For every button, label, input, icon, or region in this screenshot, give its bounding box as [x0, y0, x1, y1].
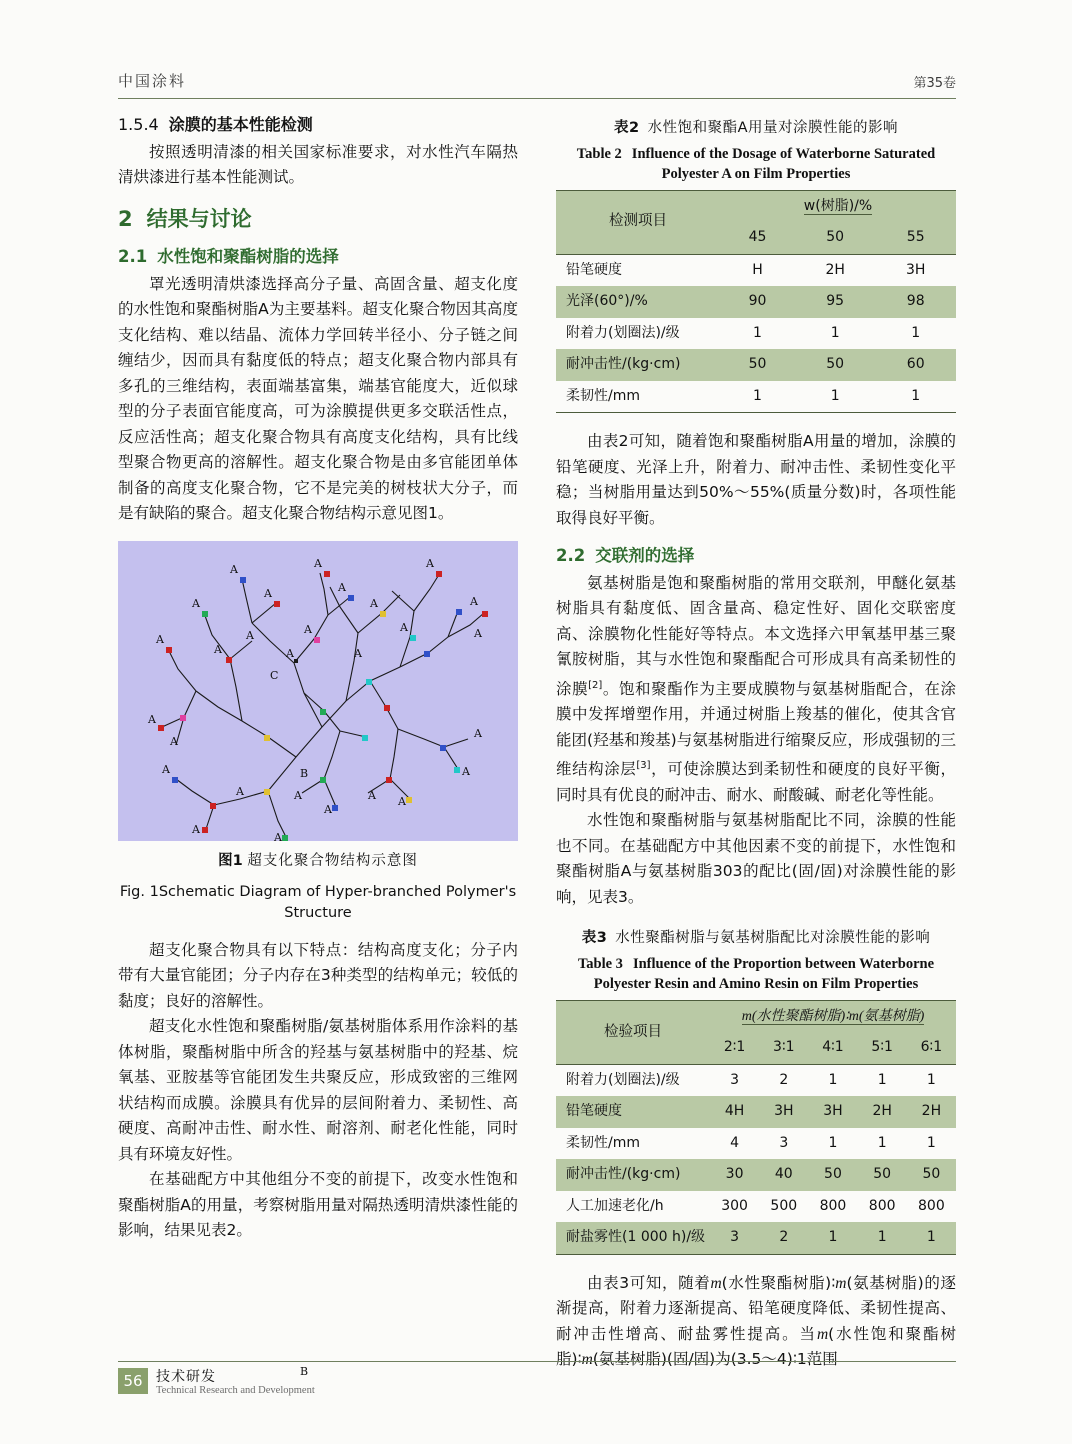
table-3-row-4-v4: 800 [918, 1197, 945, 1214]
table-3-row-2-v4: 1 [926, 1134, 936, 1151]
page-number: 56 [118, 1368, 148, 1394]
heading-2-1 [118, 244, 518, 270]
svg-text:A: A [246, 628, 254, 642]
table-2-row-4-v1: 1 [830, 387, 840, 404]
page-footer [118, 1361, 956, 1402]
table-2-row-4-v0: 1 [753, 387, 762, 404]
table-3-header-item: 检验项目 [556, 1000, 710, 1064]
svg-text:A: A [192, 822, 200, 836]
table-2-row-3-v1: 50 [826, 356, 845, 372]
table-row [556, 349, 956, 381]
table-3-row-5-v3: 1 [877, 1229, 887, 1246]
heading-section-2 [118, 207, 518, 233]
table-3-ratio-3: 4∶1 [822, 1039, 844, 1056]
paragraph-after-figure-2: 超支化水性饱和聚酯树脂/氨基树脂体系用作涂料的基体树脂，聚酯树脂中所含的羟基与氨基树脂中的羟基、烷氧基、亚胺基等官能团发生共聚反应，形成致密的三维网状结构而成膜。涂膜具有优异的层间附着力、柔韧性、高硬度、高耐冲击性、耐水性、耐溶剂、耐老化性能，同时具有环境友好性。 [118, 1017, 518, 1163]
p221-a: 氨基树脂是饱和聚酯树脂的常用交联剂，甲醚化氨基树脂具有黏度低、固含量高、稳定性好、固化交联密度高、涂膜物化性能好等特点。本文选择六甲氧基甲基三聚氰胺树脂，其与水性饱和聚酯配合可形成具有高柔韧性的涂膜 [556, 573, 956, 698]
paragraph-after-figure-1: 超支化聚合物具有以下特点：结构高度支化；分子内带有大量官能团；分子内存在3种类型的结构单元；较低的黏度；良好的溶解性。 [118, 940, 518, 1010]
heading-1-5-4 [118, 112, 518, 138]
p221-b: 。饱和聚酯作为主要成膜物与氨基树脂配合，在涂膜中发挥增塑作用，并通过树脂上羧基的催化，使其含官能团(羟基和羧基)与氨基树脂进行缩聚反应，形成强韧的三维结构涂层 [556, 679, 956, 779]
table-2-row-2-v1: 1 [830, 324, 840, 341]
table-2-title-en-text: Influence of the Dosage of Waterborne Saturated Polyester A on Film Properties [631, 145, 936, 182]
table-3-title-cn [556, 926, 956, 952]
table-2-row-1-name: 光泽(60°)/% [566, 293, 648, 309]
svg-text:A: A [426, 556, 434, 570]
svg-text:A: A [338, 580, 346, 594]
pt3-c: (氨基树脂)的逐渐提高，附着力逐渐提高、铅笔硬度降低、柔韧性提高、耐冲击性增高、耐盐雾性提高。当 [556, 1273, 956, 1343]
svg-text:A: A [156, 632, 164, 646]
table-3-block [556, 926, 956, 1255]
table-3 [556, 1000, 956, 1255]
pt3-it4: m [581, 1351, 593, 1369]
table-2-header-item: 检测项目 [556, 190, 720, 254]
table-3-row-4-v2: 800 [819, 1197, 847, 1214]
table-3-row-5-v2: 1 [828, 1229, 838, 1246]
svg-text:A: A [474, 726, 482, 740]
table-3-header-row-1 [556, 1000, 956, 1032]
table-3-row-4-v3: 800 [868, 1197, 896, 1214]
paragraph-2-2-1 [556, 571, 956, 809]
svg-text:A: A [214, 642, 222, 656]
svg-text:A: A [162, 762, 170, 776]
table-3-header-span [710, 1000, 956, 1032]
pt3-b: (水性聚酯树脂)∶ [721, 1273, 836, 1292]
figure-1-title-en: Schematic Diagram of Hyper-branched Polymer's Structure [158, 883, 517, 921]
reference-2: [2] [588, 679, 603, 691]
table-row [556, 1191, 956, 1223]
table-2-dosage-3: 55 [906, 229, 925, 245]
svg-text:C: C [270, 668, 279, 682]
table-row [556, 286, 956, 318]
figure-1-label-cn: 图1 [218, 852, 243, 869]
table-3-row-1-v2: 3H [823, 1103, 843, 1120]
table-2-title-cn-text: 水性饱和聚酯A用量对涂膜性能的影响 [647, 120, 898, 136]
table-2-row-1-v2: 98 [906, 293, 925, 309]
table-2-label-en: Table 2 [576, 145, 622, 162]
footer-section-cn: 技术研发 [156, 1369, 216, 1385]
table-2-title-en [556, 144, 956, 184]
svg-text:A: A [470, 594, 478, 608]
table-2-row-2-name: 附着力(划圈法)/级 [566, 324, 680, 341]
table-2-row-4-name: 柔韧性/mm [566, 387, 640, 404]
table-row [556, 318, 956, 350]
table-2-title-cn [556, 116, 956, 142]
svg-text:A: A [370, 596, 378, 610]
table-row [556, 254, 956, 286]
table-3-title-en [556, 954, 956, 994]
table-3-row-3-v2: 50 [824, 1166, 842, 1183]
table-3-row-0-name: 附着力(划圈法)/级 [566, 1071, 680, 1088]
heading-2-2-text: 交联剂的选择 [595, 546, 695, 565]
table-2-label-cn: 表2 [613, 120, 640, 136]
table-2-row-0-name: 铅笔硬度 [566, 261, 622, 278]
table-3-row-0-v1: 2 [779, 1071, 789, 1088]
table-2-row-1-v0: 90 [748, 293, 767, 309]
svg-text:A: A [286, 646, 294, 660]
pt3-a: 由表3可知，随着 [587, 1273, 711, 1292]
table-3-ratio-5: 6∶1 [920, 1039, 943, 1056]
svg-text:A: A [462, 764, 470, 778]
table-2-row-3-name: 耐冲击性/(kg·cm) [566, 356, 681, 372]
table-3-label-cn: 表3 [581, 930, 608, 947]
table-2-header-row-1 [556, 190, 956, 222]
table-3-row-3-v0: 30 [725, 1166, 744, 1183]
table-3-row-2-v2: 1 [828, 1134, 838, 1151]
table-3-row-1-v0: 4H [724, 1103, 745, 1120]
volume-label: 第35卷 [913, 76, 956, 91]
heading-2-1-text: 水性饱和聚酯树脂的选择 [157, 247, 339, 266]
svg-text:B: B [300, 1364, 309, 1378]
svg-text:A: A [398, 794, 406, 808]
table-2-row-2-v2: 1 [911, 324, 921, 341]
running-head [118, 70, 956, 99]
svg-text:A: A [294, 788, 302, 802]
table-3-span-text: m(水性聚酯树脂)∶m(氨基树脂) [741, 1008, 925, 1024]
table-row [556, 1064, 956, 1096]
paragraph-1-5-4: 按照透明清漆的相关国家标准要求，对水性汽车隔热清烘漆进行基本性能测试。 [118, 142, 518, 186]
table-2-span-text: w(树脂)/% [803, 197, 873, 214]
paragraph-2-1: 罩光透明清烘漆选择高分子量、高固含量、超支化度的水性饱和聚酯树脂A为主要基料。超支化聚合物因其高度支化结构、难以结晶、流体力学回转半径小、分子链之间缠结少，因而具有黏度低的特点；超支化聚合物内部具有多孔的三维结构，表面端基富集，端基官能度大，近似球型的分子表面官能度高，可为涂膜提供更多交联活性点，反应活性高；超支化聚合物具有高度支化结构，具有比线型聚合物更高的溶解性。超支化聚合物是由多官能团单体制备的高度支化聚合物，它不是完美的树枝状大分子，而是有缺陷的聚合。超支化聚合物结构示意见图1。 [118, 274, 518, 522]
table-2-dosage-1: 45 [748, 229, 767, 245]
paragraph-after-figure-3: 在基础配方中其他组分不变的前提下，改变水性饱和聚酯树脂A的用量，考察树脂用量对隔热透明清烘漆性能的影响，结果见表2。 [118, 1170, 518, 1239]
table-3-row-0-v3: 1 [877, 1071, 887, 1088]
table-2-block [556, 116, 956, 413]
table-2-row-4-v2: 1 [911, 387, 921, 404]
table-3-ratio-4: 5∶1 [871, 1039, 893, 1056]
table-3-row-4-v0: 300 [721, 1197, 748, 1214]
heading-2-2 [556, 543, 956, 569]
svg-text:A: A [274, 830, 282, 844]
table-3-row-5-v4: 1 [926, 1229, 936, 1246]
table-2-row-0-v2: 3H [905, 261, 926, 278]
table-3-ratio-1: 2∶1 [723, 1039, 746, 1056]
table-2 [556, 190, 956, 414]
table-3-row-1-v4: 2H [921, 1103, 942, 1120]
svg-text:A: A [304, 622, 312, 636]
svg-text:A: A [474, 626, 482, 640]
paragraph-after-table-3 [556, 1271, 956, 1373]
table-2-header-span [720, 190, 956, 222]
table-row [556, 381, 956, 413]
svg-text:A: A [148, 712, 156, 726]
pt3-d: (水性饱和聚酯树脂)∶ [556, 1324, 956, 1369]
svg-text:A: A [170, 734, 178, 748]
table-row [556, 1159, 956, 1191]
heading-2-1-number: 2.1 [118, 247, 148, 266]
table-3-ratio-2: 3∶1 [773, 1039, 795, 1056]
pt3-e: (氨基树脂)(固/固)为(3.5～4)∶1范围 [592, 1350, 838, 1369]
table-2-row-1-v1: 95 [826, 293, 845, 309]
svg-text:A: A [192, 596, 200, 610]
table-3-row-2-v1: 3 [779, 1134, 789, 1151]
figure-1-title-cn: 超支化聚合物结构示意图 [247, 852, 418, 869]
table-3-row-5-v1: 2 [779, 1229, 789, 1246]
table-3-row-0-v2: 1 [828, 1071, 838, 1088]
journal-name: 中国涂料 [118, 72, 187, 90]
table-3-label-en: Table 3 [577, 955, 623, 972]
table-row [556, 1128, 956, 1160]
table-3-row-1-name: 铅笔硬度 [566, 1103, 622, 1120]
table-3-row-2-v0: 4 [730, 1134, 740, 1151]
heading-section-2-number: 2 [118, 206, 133, 231]
table-3-row-5-name: 耐盐雾性(1 000 h)/级 [566, 1229, 706, 1246]
heading-1-5-4-text: 涂膜的基本性能检测 [168, 115, 313, 134]
table-3-row-4-name: 人工加速老化/h [566, 1197, 664, 1214]
figure-1-label-en: Fig. 1 [119, 883, 159, 900]
table-2-dosage-2: 50 [826, 229, 845, 245]
paragraph-2-2-2: 水性饱和聚酯树脂与氨基树脂配比不同，涂膜的性能也不同。在基础配方中其他因素不变的前提下，水性饱和聚酯树脂A与氨基树脂303的配比(固/固)对涂膜性能的影响，见表3。 [556, 811, 956, 906]
figure-1-caption-cn [118, 851, 518, 872]
table-3-row-2-name: 柔韧性/mm [566, 1134, 640, 1151]
table-2-row-3-v2: 60 [906, 356, 925, 372]
p221-c: ，可使涂膜达到柔韧性和硬度的良好平衡，同时具有优良的耐冲击、耐水、耐酸碱、耐老化等性能。 [556, 760, 956, 804]
table-3-row-1-v3: 2H [872, 1103, 892, 1120]
table-3-row-2-v3: 1 [877, 1134, 887, 1151]
table-3-title-cn-text: 水性聚酯树脂与氨基树脂配比对涂膜性能的影响 [615, 930, 931, 947]
svg-text:A: A [314, 556, 322, 570]
footer-section-en: Technical Research and Development [156, 1385, 315, 1396]
svg-text:A: A [354, 646, 362, 660]
table-3-row-3-v1: 40 [774, 1166, 793, 1183]
svg-text:A: A [368, 788, 376, 802]
table-2-row-0-v0: H [752, 261, 763, 278]
table-3-row-3-name: 耐冲击性/(kg·cm) [566, 1166, 681, 1183]
figure-1-caption-en [118, 882, 518, 924]
pt3-it3: m [816, 1325, 829, 1343]
table-2-row-3-v0: 50 [748, 356, 767, 372]
table-row [556, 1222, 956, 1254]
pt3-it2: m [835, 1274, 847, 1292]
heading-section-2-text: 结果与讨论 [146, 206, 252, 231]
svg-text:A: A [236, 784, 244, 798]
table-3-row-0-v4: 1 [926, 1071, 936, 1088]
table-row [556, 1096, 956, 1128]
svg-text:A: A [400, 620, 408, 634]
paragraph-after-table-2: 由表2可知，随着饱和聚酯树脂A用量的增加，涂膜的铅笔硬度、光泽上升，附着力、耐冲击性、柔韧性变化平稳；当树脂用量达到50%～55%(质量分数)时，各项性能取得良好平衡。 [556, 432, 956, 527]
table-3-row-4-v1: 500 [770, 1197, 798, 1214]
table-2-row-2-v0: 1 [753, 324, 762, 341]
table-3-title-en-text: Influence of the Proportion between Waterborne Polyester Resin and Amino Resin on Film Properties [593, 955, 935, 992]
table-3-row-5-v0: 3 [730, 1229, 740, 1246]
table-3-row-3-v4: 50 [922, 1166, 941, 1183]
reference-3: [3] [636, 760, 651, 772]
table-3-row-1-v1: 3H [774, 1103, 794, 1120]
svg-text:A: A [230, 562, 238, 576]
table-3-row-0-v0: 3 [730, 1071, 740, 1088]
svg-text:A: A [324, 802, 332, 816]
svg-text:B: B [300, 766, 309, 780]
right-column [556, 112, 956, 1373]
table-2-row-0-v1: 2H [825, 261, 845, 278]
pt3-it1: m [710, 1274, 722, 1292]
svg-text:A: A [264, 586, 272, 600]
heading-2-2-number: 2.2 [556, 546, 586, 565]
heading-1-5-4-number: 1.5.4 [118, 115, 159, 134]
table-3-row-3-v3: 50 [873, 1166, 892, 1183]
